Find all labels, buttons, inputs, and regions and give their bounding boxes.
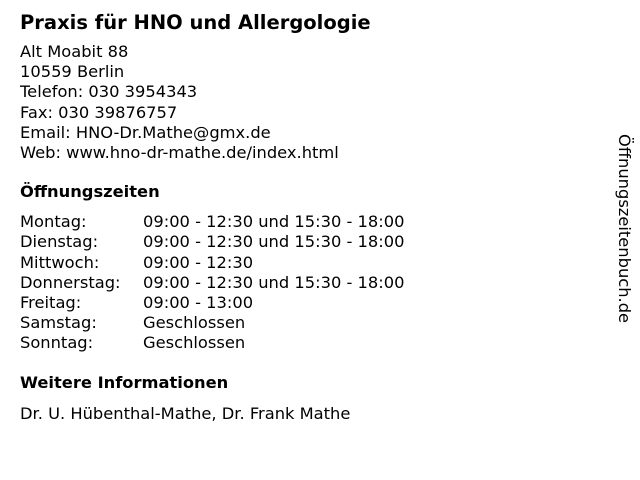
hours-row-tuesday [20,232,600,252]
website-address: Web: www.hno-dr-mathe.de/index.html [20,143,339,163]
hours-time-value: 09:00 - 12:30 [143,252,254,272]
street-address: Alt Moabit 88 [20,42,129,61]
page-title: Praxis für HNO und Allergologie [20,11,371,34]
hours-row-wednesday [20,253,600,273]
hours-day-label: Sonntag: [20,333,94,353]
hours-time-value: 09:00 - 12:30 und 15:30 - 18:00 [143,212,405,232]
hours-time-value: 09:00 - 12:30 und 15:30 - 18:00 [143,232,405,252]
hours-row-sunday [20,333,600,353]
hours-day-label: Samstag: [20,313,97,333]
hours-row-thursday [20,273,600,293]
side-brand [614,134,634,363]
further-info-heading: Weitere Informationen [20,372,229,392]
hours-day-label: Dienstag: [20,232,99,252]
hours-time-value: 09:00 - 13:00 [143,293,254,313]
opening-hours-table [20,212,600,353]
hours-day-label: Donnerstag: [20,272,121,292]
doctors-list: Dr. U. Hübenthal-Mathe, Dr. Frank Mathe [20,403,351,423]
opening-hours-heading: Öffnungszeiten [20,182,160,202]
hours-row-saturday [20,313,600,333]
hours-time-value: Geschlossen [143,333,246,353]
hours-day-label: Mittwoch: [20,252,100,272]
hours-day-label: Montag: [20,212,87,232]
fax-number: Fax: 030 39876757 [20,102,178,122]
hours-time-value: Geschlossen [143,313,246,333]
hours-row-monday [20,212,600,232]
email-address: Email: HNO-Dr.Mathe@gmx.de [20,122,271,142]
side-brand-label: Öffnungszeitenbuch.de [615,134,634,324]
phone-number: Telefon: 030 3954343 [20,82,198,102]
hours-time-value: 09:00 - 12:30 und 15:30 - 18:00 [143,272,405,292]
practice-card [20,10,600,424]
hours-day-label: Freitag: [20,293,82,313]
hours-row-friday [20,293,600,313]
postal-city: 10559 Berlin [20,62,125,82]
address-block [20,42,600,163]
